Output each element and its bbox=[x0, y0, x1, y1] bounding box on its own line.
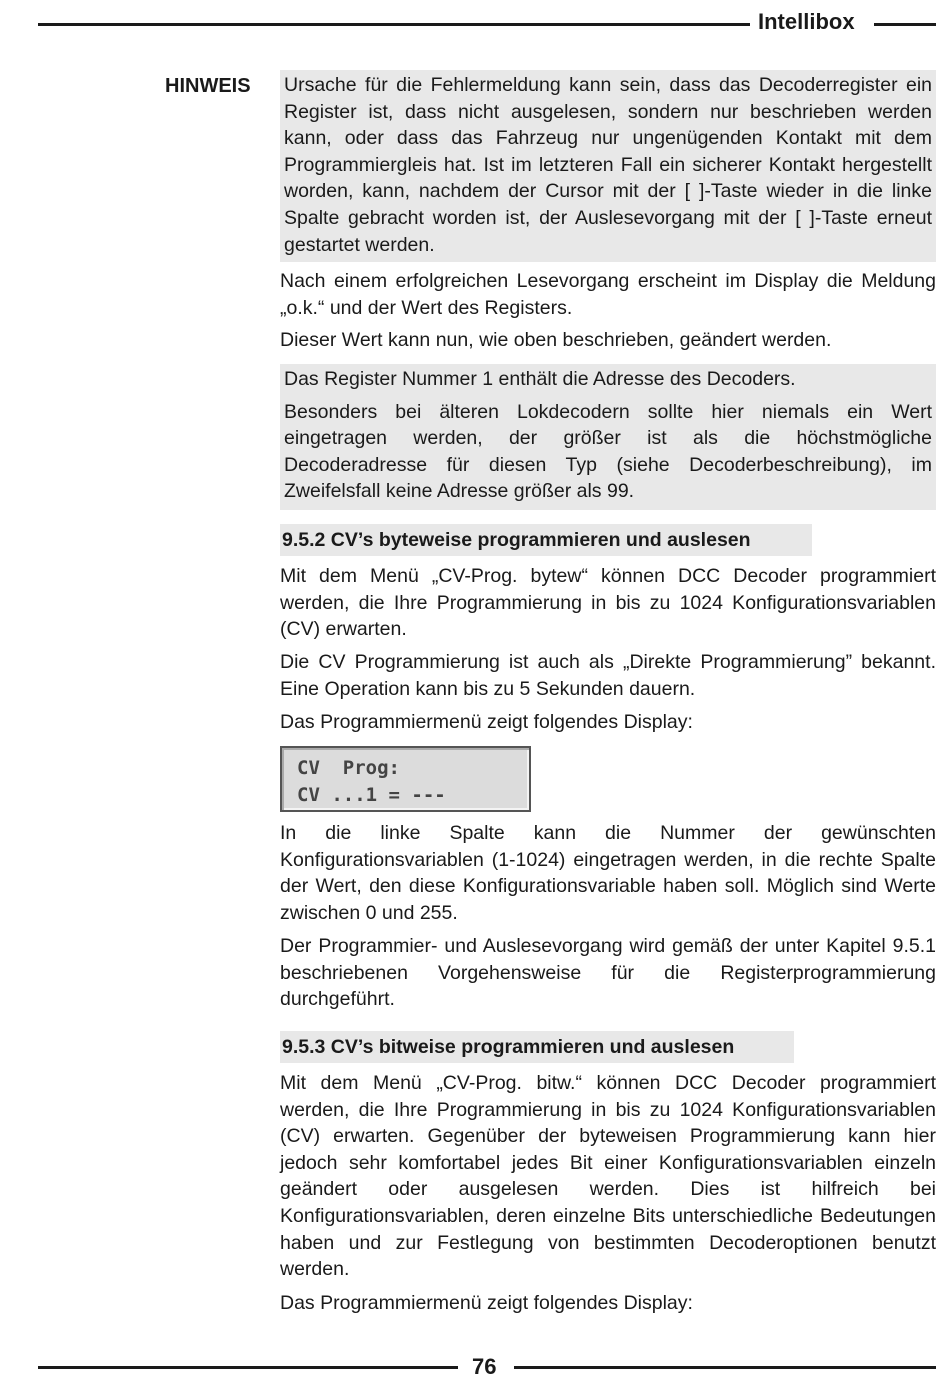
display-intro-paragraph: Das Programmiermenü zeigt folgendes Display: bbox=[280, 711, 693, 733]
footer-rule bbox=[38, 1366, 458, 1369]
register-success-paragraph: Nach einem erfolgreichen Lesevorgang erscheint im Display die Meldung „o.k.“ und der Wert des Registers. bbox=[280, 270, 936, 319]
paragraph bbox=[280, 1070, 936, 1283]
hinweis-label: HINWEIS bbox=[165, 75, 251, 97]
display-intro-paragraph-2: Das Programmiermenü zeigt folgendes Display: bbox=[280, 1292, 693, 1314]
section-heading-952: 9.5.2 CV’s byteweise programmieren und auslesen bbox=[280, 524, 812, 556]
hinweis-note-text: Ursache für die Fehlermeldung kann sein, dass das Decoderregister ein Register ist, dass nicht ausgelesen, sondern nur beschrieben werden kann, oder dass das Fahrzeug nur ungenügenden Kontakt mit dem Programmiergleis hat. Ist im letzteren Fall ein sicherer Kontakt hergestellt worden, kann, nachdem der Cursor mit der [ ]-Taste wieder in die linke Spalte gebracht worden ist, der Auslesevorgang mit der [ ]-Taste erneut gestartet werden. bbox=[284, 74, 932, 256]
header-title: Intellibox bbox=[758, 9, 855, 34]
cv-bit-intro-paragraph: Mit dem Menü „CV-Prog. bitw.“ können DCC Decoder programmiert werden, die Ihre Programmierung in bis zu 1024 Konfigurationsvariablen (CV) erwarten. Gegenüber der byteweisen Programmierung kann hier jedoch sehr komfortabel jedes Bit einer Konfigurationsvariablen einzeln geändert oder ausgelesen werden. Dies ist hilfreich bei Konfigurationsvariablen, deren einzelne Bits unterschiedliche Bedeutungen haben und zur Festlegung von bestimmten Decoderoptionen benutzt werden. bbox=[280, 1072, 936, 1281]
paragraph bbox=[280, 327, 936, 354]
register-note-line1: Das Register Nummer 1 enthält die Adresse des Decoders. bbox=[284, 368, 796, 390]
lcd-line-2: CV ...1 = --- bbox=[297, 784, 446, 806]
cv-byte-intro-paragraph: Mit dem Menü „CV-Prog. bytew“ können DCC Decoder programmiert werden, die Ihre Programmierung in bis zu 1024 Konfigurationsvariablen (CV) erwarten. bbox=[280, 565, 936, 641]
paragraph bbox=[280, 649, 936, 702]
register-note-box bbox=[280, 364, 936, 510]
paragraph bbox=[280, 933, 936, 1013]
page-number: 76 bbox=[472, 1354, 497, 1379]
header-rule bbox=[38, 23, 750, 26]
hinweis-note-box bbox=[280, 70, 936, 262]
lcd-line-1: CV Prog: bbox=[297, 757, 400, 779]
footer-rule-end bbox=[514, 1366, 936, 1369]
paragraph bbox=[280, 709, 936, 736]
paragraph bbox=[280, 563, 936, 643]
header-rule-end bbox=[874, 23, 936, 26]
paragraph bbox=[280, 820, 936, 926]
lcd-display bbox=[280, 746, 531, 812]
paragraph bbox=[280, 268, 936, 321]
paragraph bbox=[280, 1290, 936, 1317]
cv-columns-paragraph: In die linke Spalte kann die Nummer der gewünschten Konfigurationsvariablen (1-1024) eingetragen werden, in die rechte Spalte der Wert, den diese Konfigurationsvariable haben soll. Möglich sind Werte zwischen 0 und 255. bbox=[280, 822, 936, 924]
cv-procedure-paragraph: Der Programmier- und Auslesevorgang wird gemäß der unter Kapitel 9.5.1 beschriebenen Vorgehensweise für die Registerprogrammierung durchgeführt. bbox=[280, 935, 936, 1011]
cv-direct-paragraph: Die CV Programmierung ist auch als „Direkte Programmierung” bekannt. Eine Operation kann bis zu 5 Sekunden dauern. bbox=[280, 651, 936, 700]
section-heading-953: 9.5.3 CV’s bitweise programmieren und auslesen bbox=[280, 1031, 794, 1063]
register-change-paragraph: Dieser Wert kann nun, wie oben beschrieben, geändert werden. bbox=[280, 329, 832, 351]
register-note-line2: Besonders bei älteren Lokdecodern sollte hier niemals ein Wert eingetragen werden, der größer ist als die höchstmögliche Decoderadresse für diesen Typ (siehe Decoderbeschreibung), im Zweifelsfall keine Adresse größer als 99. bbox=[284, 400, 932, 503]
